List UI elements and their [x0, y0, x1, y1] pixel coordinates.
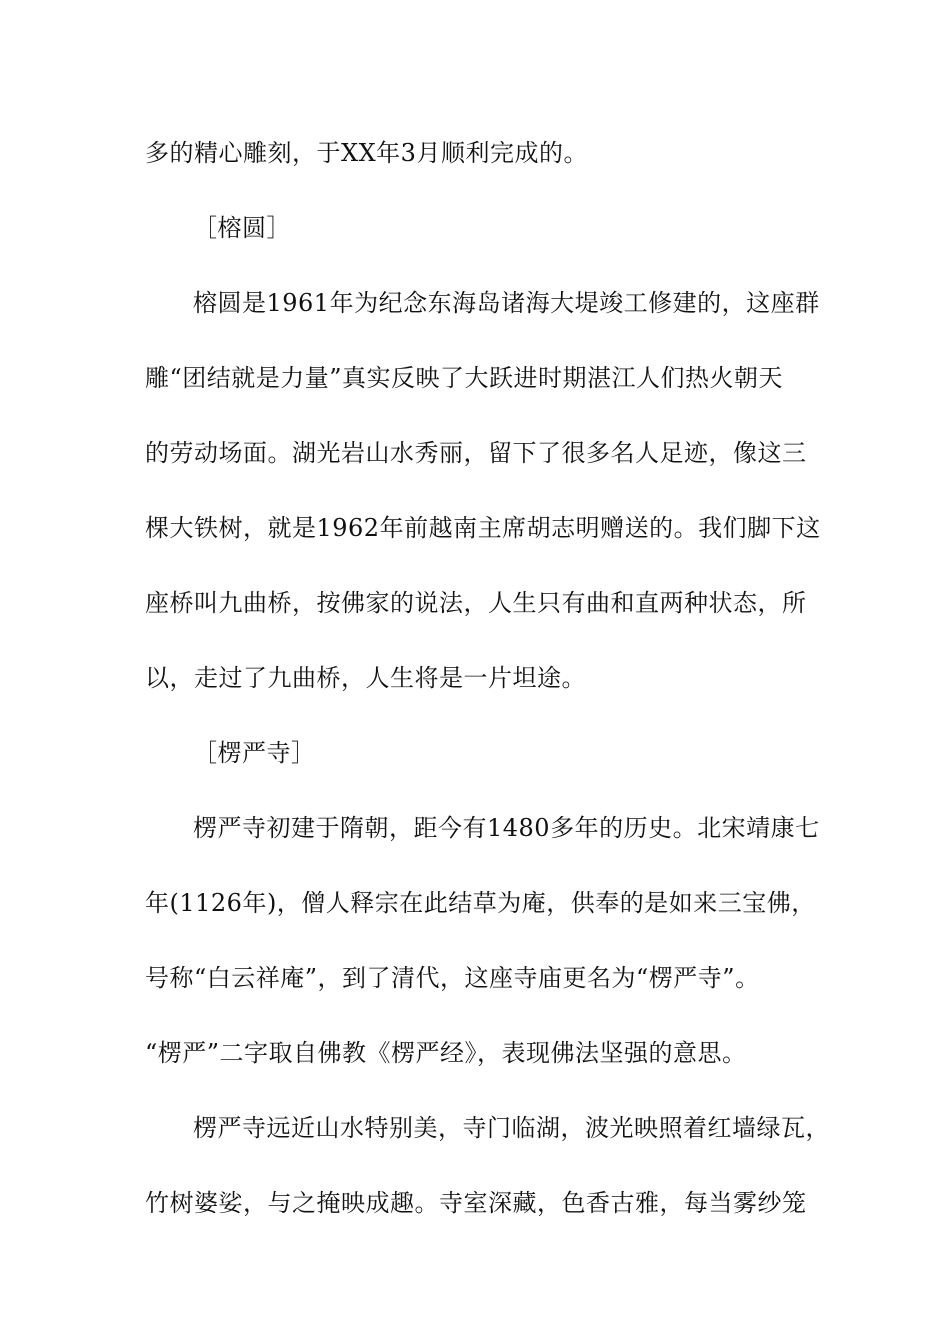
text-line-3: 榕圆是1961年为纪念东海岛诸海大堤竣工修建的，这座群 [193, 289, 820, 317]
section-heading-rongyuan: ［榕圆］ [193, 214, 291, 242]
text-line-10: 楞严寺初建于隋朝，距今有1480多年的历史。北宋靖康七 [193, 814, 820, 842]
text-line-14: 楞严寺远近山水特别美，寺门临湖，波光映照着红墙绿瓦， [193, 1114, 830, 1142]
text-line-8: 以，走过了九曲桥，人生将是一片坦途。 [145, 664, 586, 692]
text-line-12: 号称“白云祥庵”，到了清代，这座寺庙更名为“楞严寺”。 [145, 964, 760, 992]
text-line-1: 多的精心雕刻，于XX年3月顺利完成的。 [145, 139, 588, 167]
text-line-13: “楞严”二字取自佛教《楞严经》，表现佛法坚强的意思。 [145, 1039, 747, 1067]
text-line-7: 座桥叫九曲桥，按佛家的说法，人生只有曲和直两种状态，所 [145, 589, 807, 617]
section-heading-lengyansi: ［楞严寺］ [193, 739, 316, 767]
text-line-11: 年(1126年)，僧人释宗在此结草为庵，供奉的是如来三宝佛， [145, 889, 816, 917]
text-line-5: 的劳动场面。湖光岩山水秀丽，留下了很多名人足迹，像这三 [145, 439, 807, 467]
text-line-15: 竹树婆娑，与之掩映成趣。寺室深藏，色香古雅，每当雾纱笼 [145, 1189, 807, 1217]
text-line-6: 棵大铁树，就是1962年前越南主席胡志明赠送的。我们脚下这 [145, 514, 821, 542]
text-line-4: 雕“团结就是力量”真实反映了大跃进时期湛江人们热火朝天 [145, 364, 784, 392]
